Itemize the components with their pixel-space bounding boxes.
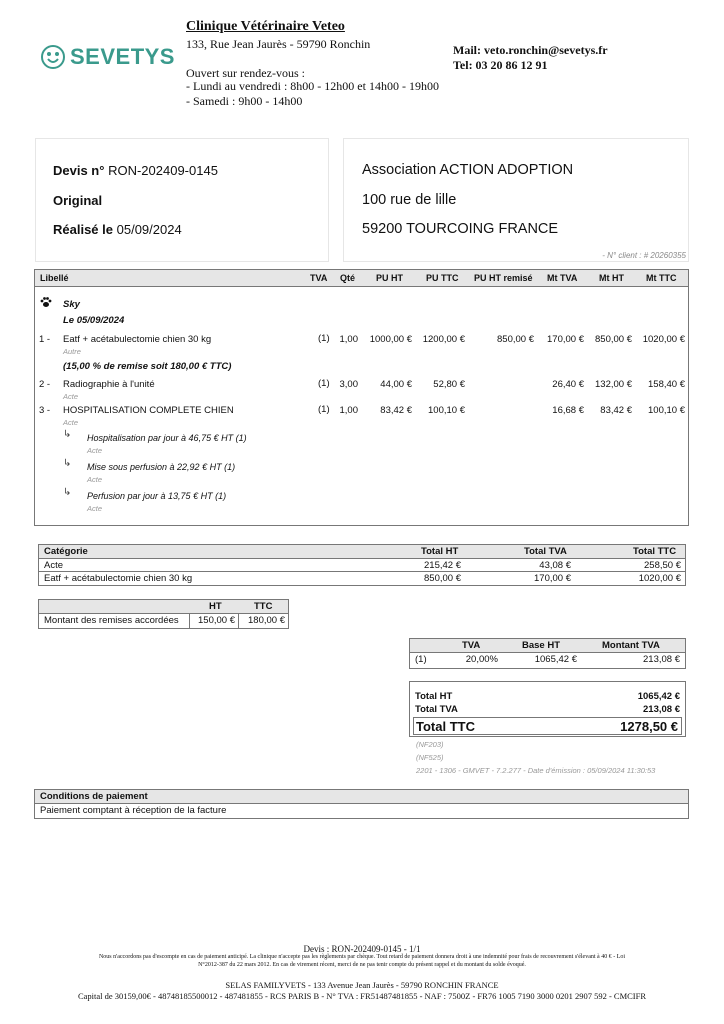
contact-block (453, 43, 608, 73)
category-total-tva: 43,08 € (539, 560, 571, 571)
total-ht-value: 1065,42 € (637, 691, 680, 702)
category-total-ht: 215,42 € (424, 560, 461, 571)
col-ht: HT (209, 601, 222, 612)
line-type: Acte (63, 392, 79, 401)
hours-saturday: - Samedi : 9h00 - 14h00 (186, 94, 303, 108)
client-street: 100 rue de lille (362, 192, 457, 208)
payment-title: Conditions de paiement (35, 790, 688, 804)
category-total-ttc: 258,50 € (644, 560, 681, 571)
subline-label: Hospitalisation par jour à 46,75 € HT (1) (87, 433, 247, 443)
line-mt-tva: 170,00 € (547, 334, 584, 345)
line-num: 2 - (39, 379, 51, 390)
line-label: Eatf + acétabulectomie chien 30 kg (63, 334, 212, 345)
client-number: - N° client : # 20260355 (602, 251, 686, 260)
contact-tel: Tel: 03 20 86 12 91 (453, 58, 548, 72)
table-row (39, 572, 685, 585)
category-total-ht: 850,00 € (424, 573, 461, 584)
sub-arrow-icon: ↳ (63, 429, 72, 440)
col-mt-ht: Mt HT (599, 273, 624, 283)
line-pu-ht: 1000,00 € (369, 334, 412, 345)
clinic-name: Clinique Vétérinaire Veteo (186, 19, 345, 34)
discount-ttc: 180,00 € (248, 615, 285, 626)
col-pu-ht-remise: PU HT remisé (474, 273, 533, 283)
line-tva: (1) (318, 333, 330, 344)
sub-arrow-icon: ↳ (63, 487, 72, 498)
line-pu-ht: 83,42 € (380, 405, 412, 416)
subline-label: Perfusion par jour à 13,75 € HT (1) (87, 491, 227, 501)
line-mt-ttc: 158,40 € (648, 379, 685, 390)
vat-base-ht: 1065,42 € (534, 654, 577, 665)
line-qty: 1,00 (339, 405, 358, 416)
col-base-ht: Base HT (522, 640, 561, 651)
discount-label: Montant des remises accordées (44, 615, 179, 626)
col-mt-tva: Mt TVA (547, 273, 578, 283)
totals-box (409, 681, 686, 737)
line-pu-ttc: 1200,00 € (422, 334, 465, 345)
category-name: Acte (44, 560, 64, 571)
emission-info: 2201 - 1306 - GMVET - 7.2.277 - Date d'émission : 05/09/2024 11:30:53 (416, 766, 656, 775)
hours-weekdays: - Lundi au vendredi : 8h00 - 12h00 et 14h00 - 19h00 (186, 79, 439, 93)
quote-info-box (35, 138, 329, 262)
animal-date: Le 05/09/2024 (63, 315, 125, 326)
payment-conditions-box (34, 789, 689, 819)
line-mt-ttc: 1020,00 € (642, 334, 685, 345)
payment-text: Paiement comptant à réception de la facture (40, 805, 227, 816)
table-row (39, 614, 288, 628)
category-table-header (39, 545, 685, 559)
line-mt-tva: 26,40 € (552, 379, 584, 390)
contact-mail[interactable]: Mail: veto.ronchin@sevetys.fr (453, 43, 608, 57)
line-pu-ht-remise: 850,00 € (497, 334, 534, 345)
category-total-ttc: 1020,00 € (638, 573, 681, 584)
subline-label: Mise sous perfusion à 22,92 € HT (1) (87, 462, 236, 472)
quote-date-label: Réalisé le (53, 222, 113, 237)
footer-page: Devis : RON-202409-0145 - 1/1 (303, 944, 421, 954)
line-label: Radiographie à l'unité (63, 379, 155, 390)
line-discount-note: (15,00 % de remise soit 180,00 € TTC) (63, 361, 232, 372)
footer-legal-1: Nous n'accordons pas d'escompte en cas de paiement anticipé. La clinique n'accepte pas les règlements par chèque. Tout retard de paiement donnera droit à une indemnité pour frais de recouvrement s'élevant à 40 € - Loi (98, 954, 626, 960)
logo-text: SEVETYS (70, 44, 175, 69)
total-ht-label: Total HT (415, 691, 453, 702)
quote-number-row (53, 163, 218, 178)
table-row (39, 559, 685, 572)
footer-legal-2: N°2012-387 du 22 mars 2012. En cas de virement récent, merci de ne pas tenir compte du présent rappel et du montant du solde évoqué. (198, 962, 526, 968)
sub-arrow-icon: ↳ (63, 458, 72, 469)
line-type: Acte (63, 418, 79, 427)
nf525-mark: (NF525) (416, 753, 444, 762)
subline-type: Acte (87, 504, 103, 513)
col-total-tva: Total TVA (524, 546, 567, 557)
line-mt-tva: 16,68 € (552, 405, 584, 416)
line-qty: 3,00 (339, 379, 358, 390)
line-tva: (1) (318, 378, 330, 389)
col-montant-tva: Montant TVA (602, 640, 660, 651)
line-num: 1 - (39, 334, 51, 345)
col-libelle: Libellé (40, 273, 69, 283)
vat-rate: 20,00% (465, 654, 498, 665)
line-pu-ht: 44,00 € (380, 379, 412, 390)
lines-table-header (35, 270, 688, 287)
line-type: Autre (63, 347, 81, 356)
total-ttc-label: Total TTC (416, 719, 475, 734)
quote-date-row (53, 222, 182, 237)
line-tva: (1) (318, 404, 330, 415)
line-pu-ttc: 52,80 € (433, 379, 465, 390)
clinic-address: 133, Rue Jean Jaurès - 59790 Ronchin (186, 37, 371, 51)
line-mt-ht: 83,42 € (600, 405, 632, 416)
col-total-ht: Total HT (421, 546, 459, 557)
vat-amount: 213,08 € (643, 654, 680, 665)
col-tva: TVA (462, 640, 481, 651)
quote-original: Original (53, 193, 103, 208)
line-mt-ht: 850,00 € (595, 334, 632, 345)
client-name: Association ACTION ADOPTION (362, 162, 574, 178)
total-tva-label: Total TVA (415, 704, 458, 715)
quote-lines-table (34, 269, 689, 526)
total-ttc-value: 1278,50 € (620, 719, 678, 734)
total-ttc-box (413, 717, 682, 735)
animal-name: Sky (63, 299, 80, 310)
line-qty: 1,00 (339, 334, 358, 345)
col-pu-ht: PU HT (376, 273, 403, 283)
vat-table (409, 638, 686, 669)
col-qte: Qté (340, 273, 356, 283)
category-total-tva: 170,00 € (534, 573, 571, 584)
quote-number: RON-202409-0145 (108, 163, 218, 178)
total-tva-value: 213,08 € (643, 704, 680, 715)
col-total-ttc: Total TTC (633, 546, 677, 557)
subline-type: Acte (87, 446, 103, 455)
paw-heart-logo-icon (40, 44, 66, 70)
discount-table-header (39, 600, 288, 614)
col-categorie: Catégorie (44, 546, 88, 557)
table-row (410, 653, 685, 668)
col-tva: TVA (310, 273, 328, 283)
footer-capital: Capital de 30159,00€ - 48748185500012 - 487481855 - RCS PARIS B - N° TVA : FR51487481855 - NAF : 7500Z - FR76 1005 7190 3000 0201 2907 592 - CMCIFR (77, 991, 647, 1001)
col-ttc: TTC (254, 601, 273, 612)
paw-icon (40, 296, 52, 308)
col-pu-ttc: PU TTC (426, 273, 459, 283)
discount-table (38, 599, 289, 629)
quote-date: 05/09/2024 (116, 222, 182, 237)
quote-number-label: Devis n° (53, 163, 105, 178)
vat-table-header (410, 639, 685, 653)
discount-ht: 150,00 € (198, 615, 235, 626)
sevetys-logo (40, 44, 175, 70)
line-pu-ttc: 100,10 € (428, 405, 465, 416)
footer-company: SELAS FAMILYVETS - 133 Avenue Jean Jaurès - 59790 RONCHIN FRANCE (225, 980, 499, 990)
col-mt-ttc: Mt TTC (646, 273, 677, 283)
vat-code: (1) (415, 654, 427, 665)
category-table (38, 544, 686, 586)
subline-type: Acte (87, 475, 103, 484)
line-mt-ttc: 100,10 € (648, 405, 685, 416)
line-mt-ht: 132,00 € (595, 379, 632, 390)
line-label: HOSPITALISATION COMPLETE CHIEN (63, 405, 234, 416)
hours-title: Ouvert sur rendez-vous : (186, 66, 305, 80)
line-num: 3 - (39, 405, 51, 416)
category-name: Eatf + acétabulectomie chien 30 kg (44, 573, 193, 584)
client-info-box (343, 138, 689, 262)
client-city: 59200 TOURCOING FRANCE (362, 221, 559, 237)
nf203-mark: (NF203) (416, 740, 444, 749)
